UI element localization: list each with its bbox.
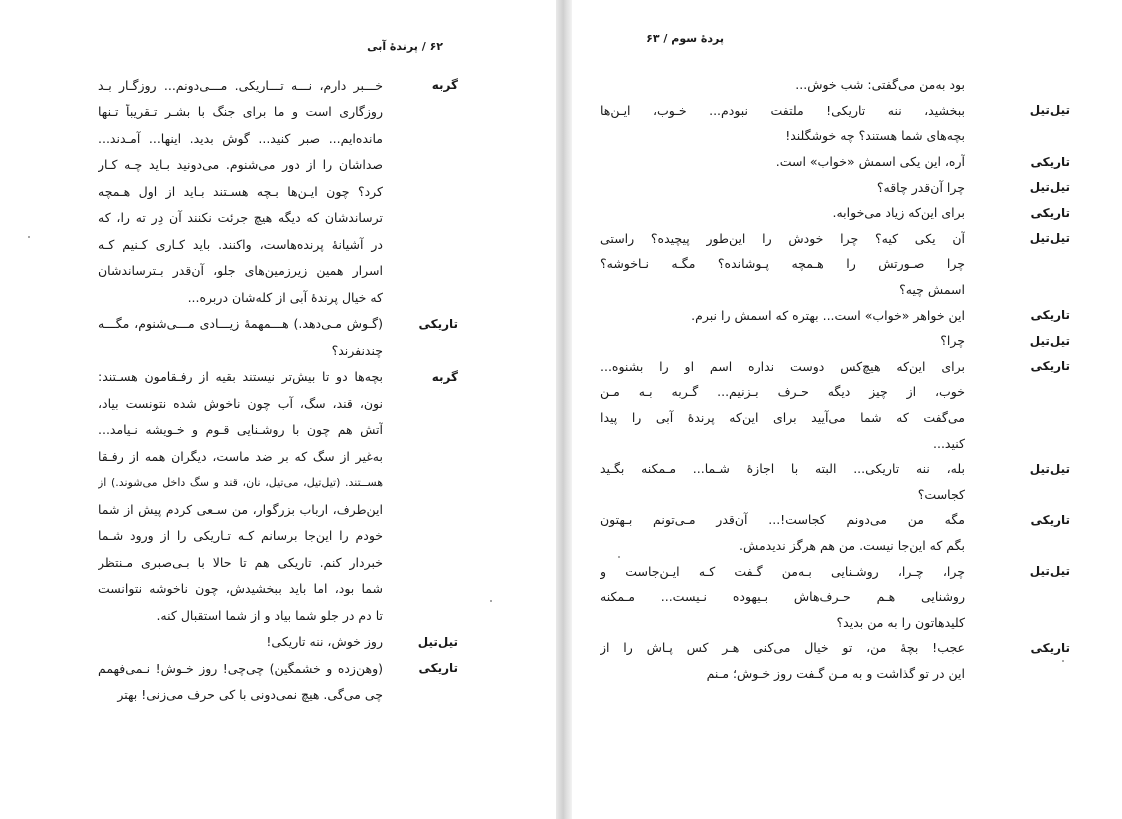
line-text: این‌طرف، ارباب بزرگوار، من سـعی کردم پیش از شما (98, 501, 383, 517)
line-text: ببخشید، ننه تاریکی! ملتفت نبودم... خـوب، ایـن‌ها (600, 102, 965, 118)
line-text: خودم را این‌جا برسانم کـه تـاریکی را از ورود شـما (98, 528, 383, 544)
line-text: چندنفرند؟ (331, 342, 383, 358)
line-text: آن یکی کیه؟ چرا خودش را این‌طور پیچیده؟ راستی (600, 230, 965, 246)
line-text: این خواهر «خواب» است... بهتره که اسمش را نبرم. (691, 307, 965, 323)
dialogue-line (98, 682, 458, 709)
dialogue-line (98, 496, 458, 523)
dialogue-line (600, 302, 1070, 328)
line-text: خـــبر دارم، نـــه تـــاریکی. مـــی‌دونم... روزگـار بـد (98, 77, 383, 93)
line-text: بگم که این‌جا نیست. من هم هرگز ندیدمش. (739, 537, 965, 553)
dialogue-line (600, 584, 1070, 610)
dialogue-line (98, 655, 458, 682)
dialogue-line (600, 328, 1070, 354)
left-page (0, 0, 556, 819)
speaker-name: گربه (431, 369, 458, 384)
line-text: بچه‌های شما هستند؟ چه خوشگلند! (785, 128, 965, 144)
dialogue-line (600, 200, 1070, 226)
dialogue-line (600, 482, 1070, 508)
speaker-name: تاریکی (1030, 359, 1070, 374)
dialogue-line (600, 456, 1070, 482)
line-text: صداشان را از دور می‌شنوم. می‌دونید بـاید چـه کـار (98, 157, 383, 173)
page-header: پردهٔ سوم / ۶۳ (646, 32, 724, 45)
dialogue-line (98, 152, 458, 179)
line-text: این در تو گذاشت و به مـن گـفت روز خـوش؛ مـنم (706, 665, 965, 681)
line-text: چرا آن‌قدر چاقه؟ (876, 179, 965, 195)
dialogue-line (600, 149, 1070, 175)
speaker-name: تاریکی (1030, 308, 1070, 323)
dialogue-line (98, 417, 458, 444)
line-text: بله، ننه تاریکی... البته با اجازهٔ شـما... مـمکنه بگـید (600, 461, 965, 477)
dialogue-line (98, 231, 458, 258)
line-text: خوب، از چیز دیگه حـرف بـزنیم... گـربه بـه مـن (600, 384, 965, 400)
line-text: مانده‌ایم... صبر کنید... گوش بدید. اینها... آمـدند... (98, 130, 383, 146)
dialogue-line (600, 354, 1070, 380)
line-text: کجاست؟ (917, 486, 965, 502)
line-text: عجب! بچهٔ من، تو خیال می‌کنی هـر کس پـاش را از (600, 640, 965, 656)
line-text: هســتند. (تیل‌تیل، می‌تیل، نان، قند و سگ داخل می‌شوند.) از (98, 476, 383, 490)
line-text: کنید... (933, 435, 965, 451)
line-text: شما بود، اما باید ببخشیدش، چون ناخوشه نتوانست (98, 581, 383, 597)
line-text: آره، این یکی اسمش «خواب» است. (775, 154, 965, 170)
speaker-name: تاریکی (418, 316, 458, 331)
dialogue-line (600, 123, 1070, 149)
dialogue-line (98, 549, 458, 576)
dialogue-block (98, 72, 458, 708)
line-text: چرا؟ (940, 333, 965, 349)
dialogue-line (600, 251, 1070, 277)
line-text: برای این‌که زیاد می‌خوابه. (832, 205, 965, 221)
line-text: (وهن‌زده و خشمگین) چی‌چی! روز خـوش! نـمی‌فهمم (98, 660, 383, 676)
line-text: بچه‌ها دو تا بیش‌تر نیستند بقیه از رفـقامون هسـتند: (98, 369, 383, 385)
right-page (572, 0, 1122, 819)
speaker-name: گربه (431, 78, 458, 93)
dialogue-line (600, 379, 1070, 405)
speaker-name: تاریکی (418, 661, 458, 676)
dialogue-line (98, 178, 458, 205)
line-text: آتش هم چون با روشـنایی قـوم و خـویشه نـیامد... (98, 422, 383, 438)
speaker-name: تیل‌تیل (417, 634, 458, 649)
speaker-name: تاریکی (1030, 205, 1070, 220)
scan-speck (618, 556, 620, 558)
line-text: خبردار کنم. تاریکی هم تا حالا با بـی‌صبری مـنتظر (98, 554, 383, 570)
dialogue-line (600, 507, 1070, 533)
line-text: بود به‌من می‌گفتی: شب خوش... (795, 77, 965, 93)
line-text: برای این‌که هیچ‌کس دوست نداره اسم او را بشنوه... (600, 358, 965, 374)
line-text: کرد؟ چون ایـن‌ها بـچه هسـتند بـاید از اول هـمچه (98, 183, 383, 199)
dialogue-line (98, 72, 458, 99)
speaker-name: تیل‌تیل (1029, 180, 1070, 195)
speaker-name: تیل‌تیل (1029, 461, 1070, 476)
dialogue-line (98, 125, 458, 152)
scan-speck (28, 236, 30, 238)
speaker-name: تیل‌تیل (1029, 333, 1070, 348)
line-text: مگه من می‌دونم کجاست!... آن‌قدر مـی‌تونم بـهتون (600, 512, 965, 528)
line-text: درِ آشیانهٔ پرنده‌هاست، واکنند. باید کـاری کـنیم کـه (98, 236, 383, 252)
dialogue-line (600, 98, 1070, 124)
dialogue-line (98, 523, 458, 550)
speaker-name: تاریکی (1030, 640, 1070, 655)
line-text: تا دم در جلو شما بیاد و از شما استقبال کنه. (156, 607, 383, 623)
line-text: چرا صـورتش را هـمچه پـوشانده؟ مگـه نـاخوشه؟ (600, 256, 965, 272)
speaker-name: تیل‌تیل (1029, 564, 1070, 579)
dialogue-line (98, 258, 458, 285)
dialogue-line (600, 661, 1070, 687)
scan-speck (1062, 660, 1064, 662)
line-text: اسمش چیه؟ (899, 282, 965, 298)
dialogue-line (98, 390, 458, 417)
page-header: ۶۲ / پرندهٔ آبی (367, 40, 443, 53)
dialogue-line (600, 635, 1070, 661)
line-text: چرا، چـرا، روشـنایی بـه‌من گـفت کـه ایـن‌جاست و (600, 563, 965, 579)
line-text: به‌غیر از سگ که بر ضد ماست، دیگران همه از رفـقا (98, 448, 383, 464)
line-text: چی می‌گی. هیچ نمی‌دونی با کی حرف می‌زنی! بهتر (117, 687, 383, 703)
dialogue-line (98, 629, 458, 656)
line-text: می‌گفت که شما می‌آیید برای این‌که پرندهٔ آبی را پیدا (600, 410, 965, 426)
speaker-name: تیل‌تیل (1029, 103, 1070, 118)
dialogue-line (98, 205, 458, 232)
dialogue-line (98, 443, 458, 470)
line-text: کلیدهاتون را به من بدید؟ (836, 614, 965, 630)
dialogue-line (600, 72, 1070, 98)
line-text: که خیال پرندهٔ آبی از کله‌شان دربره... (187, 289, 383, 305)
line-text: ترساندشان که دیگه هیچ جرئت نکنند آن دِرِ ته را، که (98, 210, 383, 226)
line-text: روز خوش، ننه تاریکی! (266, 634, 383, 650)
dialogue-line (98, 337, 458, 364)
line-text: روزگاری است و ما برای جنگ با بشـر تـقریباً تـنها (98, 104, 383, 120)
book-gutter (556, 0, 572, 819)
dialogue-line (600, 533, 1070, 559)
scan-speck (490, 600, 492, 602)
dialogue-line (98, 284, 458, 311)
dialogue-line (600, 558, 1070, 584)
dialogue-block (600, 72, 1070, 686)
line-text: روشنایی هـم حـرف‌هاش بـیهوده نـیست... مـمکنه (600, 589, 965, 605)
line-text: اسرار همین زیرزمین‌های جلو، آن‌قدر بـترساندشان (98, 263, 383, 279)
dialogue-line (600, 226, 1070, 252)
speaker-name: تاریکی (1030, 154, 1070, 169)
line-text: نون، قند، سگ، آب چون ناخوش شده نتونست بیاد، (98, 395, 383, 411)
dialogue-line (600, 174, 1070, 200)
dialogue-line (98, 602, 458, 629)
dialogue-line (98, 311, 458, 338)
dialogue-line (98, 99, 458, 126)
dialogue-line (600, 277, 1070, 303)
dialogue-line (98, 576, 458, 603)
line-text: (گـوش مـی‌دهد.) هـــمهمهٔ زیـــادی مـــی‌شنوم، مگـــه (98, 316, 383, 332)
speaker-name: تیل‌تیل (1029, 231, 1070, 246)
dialogue-line (600, 430, 1070, 456)
dialogue-line (98, 470, 458, 497)
dialogue-line (600, 405, 1070, 431)
dialogue-line (98, 364, 458, 391)
speaker-name: تاریکی (1030, 512, 1070, 527)
dialogue-line (600, 609, 1070, 635)
